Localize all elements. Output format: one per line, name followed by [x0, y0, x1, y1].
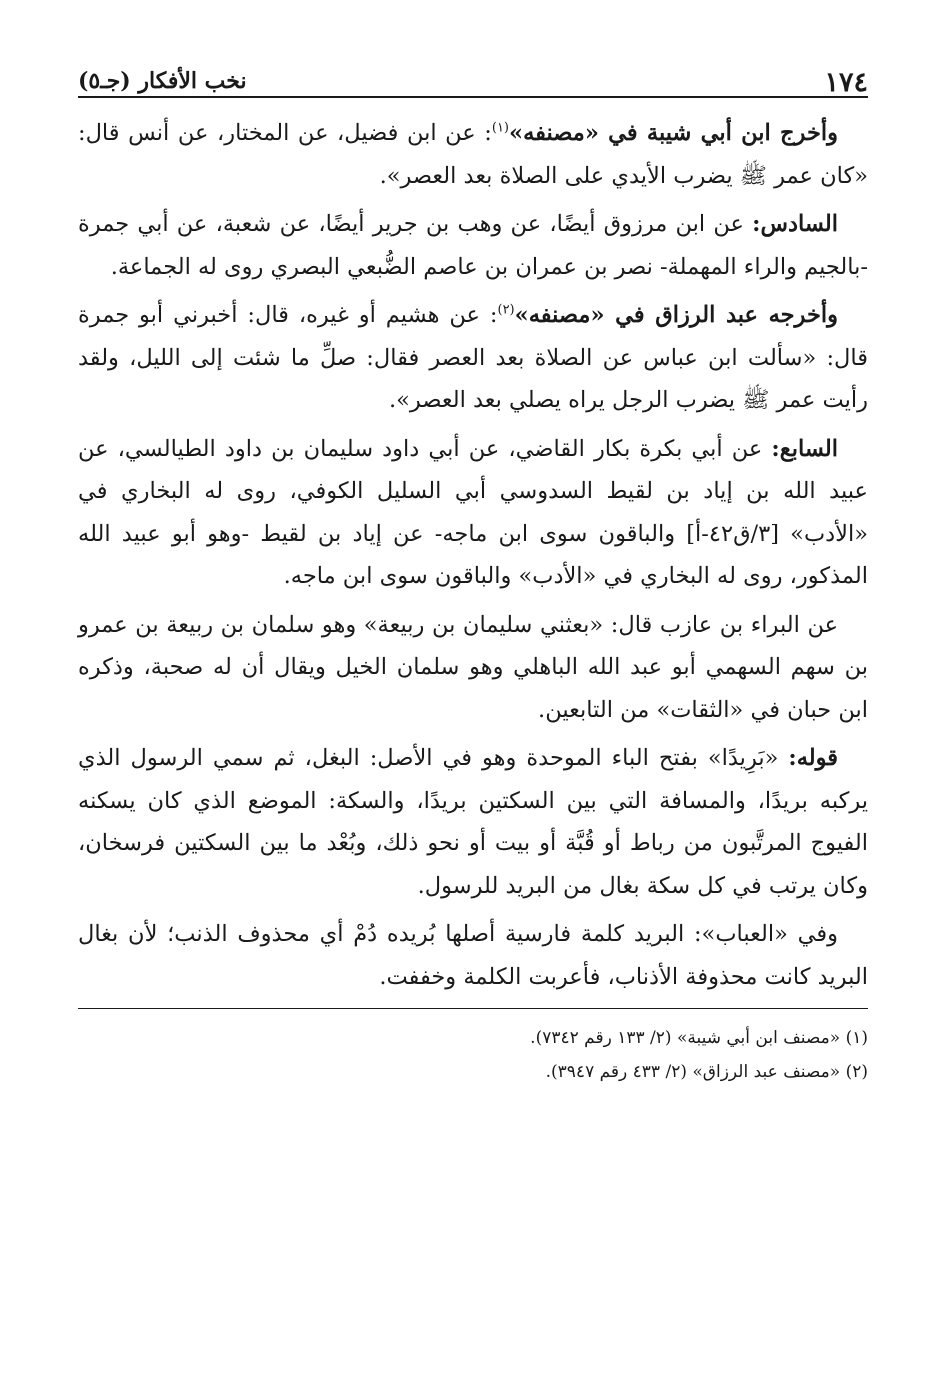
- paragraph: [78, 203, 868, 288]
- paragraph: [78, 604, 868, 732]
- paragraph-lead: وأخرجه عبد الرزاق في «مصنفه»: [514, 302, 838, 328]
- paragraph-lead: وأخرج ابن أبي شيبة في «مصنفه»: [509, 120, 838, 146]
- footnotes: [78, 1021, 868, 1089]
- paragraph: [78, 112, 868, 197]
- paragraph-text: عن ابن مرزوق أيضًا، عن وهب بن جرير أيضًا، عن شعبة، عن أبي جمرة -بالجيم والراء المهملة- نصر بن عمران بن عاصم الضُّبعي البصري روى له الجماعة.: [78, 211, 868, 280]
- footnote-ref: (٢): [497, 302, 515, 318]
- page-header: [78, 58, 868, 98]
- page-number: ١٧٤: [824, 67, 868, 98]
- paragraph-text: عن البراء بن عازب قال: «بعثني سليمان بن ربيعة» وهو سلمان بن ربيعة بن عمرو بن سهم السهمي أبو عبد الله الباهلي وهو سلمان الخيل ويقال أن له صحبة، وذكره ابن حبان في «الثقات» من التابعين.: [78, 611, 868, 723]
- paragraph-lead: السابع:: [771, 435, 838, 462]
- footnote-ref: (١): [491, 120, 509, 136]
- footnote-separator: [78, 1008, 868, 1009]
- book-page: [78, 58, 868, 1089]
- paragraph-text: «بَرِيدًا» بفتح الباء الموحدة وهو في الأصل: البغل، ثم سمي الرسول الذي يركبه بريدًا، والمسافة التي بين السكتين بريدًا، والسكة: الموضع الذي كان يسكنه الفيوج المرتَّبون من رباط أو قُبَّة أو بيت أو نحو ذلك، وبُعْد ما بين السكتين فرسخان، وكان يرتب في كل سكة بغال من البريد للرسول.: [78, 745, 868, 899]
- paragraph-lead: قوله:: [788, 745, 838, 771]
- running-title: نخب الأفكار (جـ٥): [78, 68, 247, 94]
- paragraph: [78, 737, 868, 907]
- paragraph: [78, 428, 868, 598]
- footnote: (١) «مصنف ابن أبي شيبة» (٢/ ١٣٣ رقم ٧٣٤٢).: [530, 1028, 868, 1048]
- paragraph-text: : عن ابن فضيل، عن المختار، عن أنس قال: «كان عمر ﷺ يضرب الأيدي على الصلاة بعد العصر».: [78, 120, 868, 189]
- paragraph-lead: السادس:: [752, 211, 838, 237]
- paragraph-text: : عن هشيم أو غيره، قال: أخبرني أبو جمرة قال: «سألت ابن عباس عن الصلاة بعد العصر فقال: صلِّ ما شئت إلى الليل، ولقد رأيت عمر ﷺ يضرب الرجل يراه يصلي بعد العصر».: [78, 302, 868, 413]
- paragraph: [78, 294, 868, 422]
- main-text: [78, 112, 868, 998]
- footnote: (٢) «مصنف عبد الرزاق» (٢/ ٤٣٣ رقم ٣٩٤٧).: [545, 1062, 868, 1082]
- paragraph-text: عن أبي بكرة بكار القاضي، عن أبي داود سليمان بن داود الطيالسي، عن عبيد الله بن إياد بن لقيط السدوسي أبي السليل الكوفي، روى له البخاري في «الأدب» [٣/ق٤٢-أ] والباقون سوى ابن ماجه- عن إياد بن لقيط -وهو أبو عبيد الله المذكور، روى له البخاري في «الأدب» والباقون سوى ابن ماجه.: [78, 435, 869, 589]
- paragraph: [78, 913, 868, 998]
- paragraph-text: وفي «العباب»: البريد كلمة فارسية أصلها بُريده دُمْ أي محذوف الذنب؛ لأن بغال البريد كانت محذوفة الأذناب، فأعربت الكلمة وخففت.: [78, 921, 868, 990]
